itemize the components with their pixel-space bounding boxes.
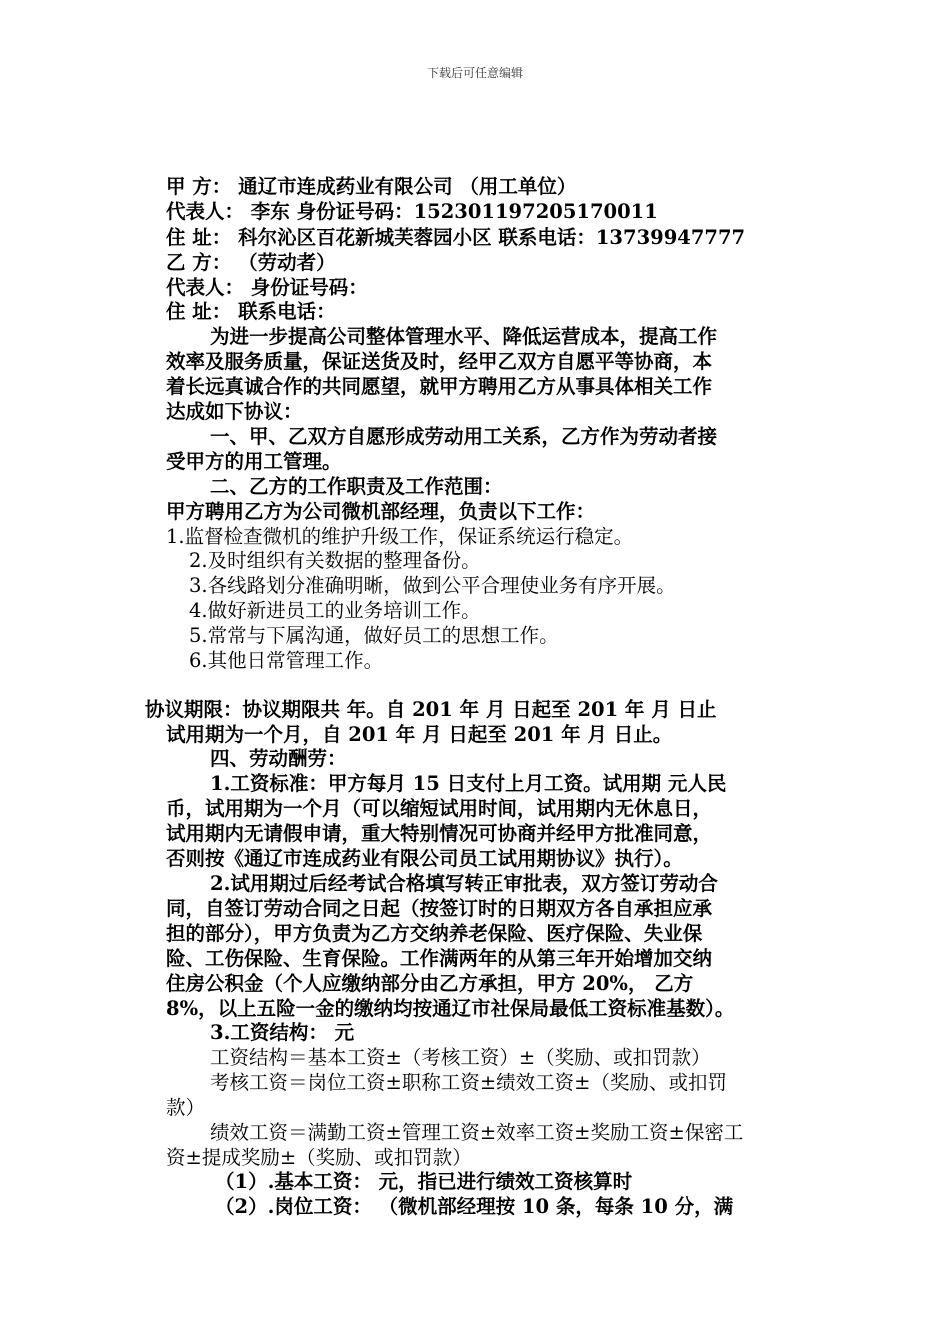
party-b-address-line: 住 址： 联系电话： [166,300,336,323]
formula-line: 考核工资＝岗位工资±职称工资±绩效工资±（奖励、或扣罚 [210,1071,728,1094]
party-b-rep-line: 代表人： 身份证号码： [166,276,368,299]
wage-standard-line: 币，试用期为一个月（可以缩短试用时间，试用期内无休息日， [166,797,713,820]
wage-structure-heading: 3.工资结构： 元 [210,1021,355,1044]
party-a-line: 甲 方： 通辽市连成药业有限公司 （用工单位） [166,175,577,198]
wage-standard-line: 试用期内无请假申请，重大特别情况可协商并经甲方批准同意， [166,822,713,845]
probation-line: 试用期为一个月，自 201 年 月 日起至 201 年 月 日止。 [166,723,673,746]
duty-item: 1.监督检查微机的维护升级工作，保证系统运行稳定。 [166,525,634,548]
insurance-line: 8%，以上五险一金的缴纳均按通辽市社保局最低工资标准基数）。 [166,997,735,1020]
formula-line: 资±提成奖励±（奖励、或扣罚款） [166,1146,472,1169]
party-a-rep-line: 代表人： 李东 身份证号码：152301197205170011 [166,200,658,223]
insurance-line: 险、工伤保险、生育保险。工作满两年的从第三年开始增加交纳 [166,947,713,970]
insurance-line: 担的部分），甲方负责为乙方交纳养老保险、医疗保险、失业保 [166,922,703,945]
duty-item: 5.常常与下属沟通，做好员工的思想工作。 [189,624,559,647]
intro-paragraph-line: 效率及服务质量，保证送货及时，经甲乙双方自愿平等协商，本 [166,350,713,373]
duty-item: 4.做好新进员工的业务培训工作。 [189,599,481,622]
intro-paragraph-line: 达成如下协议： [166,400,303,423]
wage-standard-line: 否则按《通辽市连成药业有限公司员工试用期协议》执行）。 [166,847,683,870]
duty-item: 2.及时组织有关数据的整理备份。 [189,549,481,572]
base-wage-line: （1）.基本工资： 元，指已进行绩效工资核算时 [215,1170,633,1193]
formula-line: 款） [166,1096,206,1119]
formula-line: 绩效工资＝满勤工资±管理工资±效率工资±奖励工资±保密工 [210,1121,744,1144]
insurance-line: 同，自签订劳动合同之日起（按签订时的日期双方各自承担应承 [166,897,713,920]
intro-paragraph-line: 为进一步提高公司整体管理水平、降低运营成本，提高工作 [210,325,718,348]
intro-paragraph-line: 着长远真诚合作的共同愿望，就甲方聘用乙方从事具体相关工作 [166,375,713,398]
post-wage-line: （2）.岗位工资： （微机部经理按 10 条，每条 10 分，满 [215,1195,734,1218]
clause-two-line: 甲方聘用乙方为公司微机部经理，负责以下工作： [166,500,596,523]
clause-two-heading: 二、乙方的工作职责及工作范围： [210,475,503,498]
duty-item: 3.各线路划分准确明晰，做到公平合理使业务有序开展。 [189,574,676,597]
page-header: 下载后可任意编辑 [426,66,523,80]
wage-standard-line: 1.工资标准：甲方每月 15 日支付上月工资。试用期 元人民 [210,772,727,795]
clause-one-line: 一、甲、乙双方自愿形成劳动用工关系，乙方作为劳动者接 [210,425,718,448]
duty-item: 6.其他日常管理工作。 [189,649,384,672]
party-a-address-line: 住 址： 科尔沁区百花新城芙蓉园小区 联系电话：13739947777 [166,226,746,249]
insurance-line: 住房公积金（个人应缴纳部分由乙方承担，甲方 20%， 乙方 [166,972,694,995]
formula-line: 工资结构＝基本工资±（考核工资）±（奖励、或扣罚款） [210,1046,711,1069]
insurance-line: 2.试用期过后经考试合格填写转正审批表，双方签订劳动合 [210,872,718,895]
party-b-line: 乙 方： （劳动者） [166,251,336,274]
clause-four-heading: 四、劳动酬劳： [210,747,347,770]
term-line: 协议期限：协议期限共 年。自 201 年 月 日起至 201 年 月 日止 [145,698,717,721]
clause-one-line: 受甲方的用工管理。 [166,450,342,473]
